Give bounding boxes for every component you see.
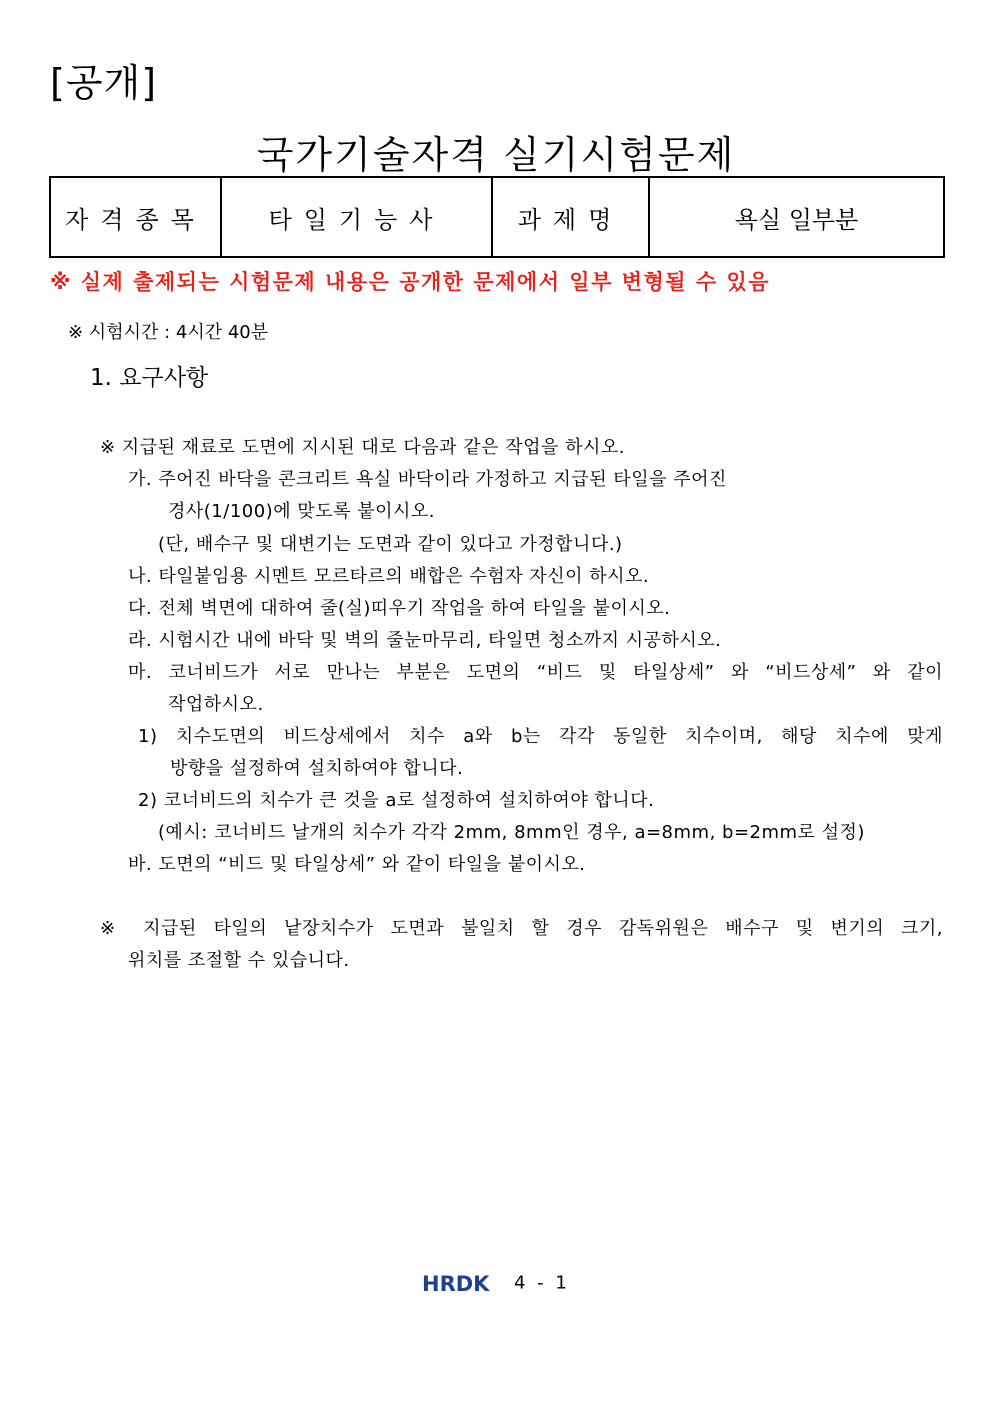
item-ga-cont: 경사(1/100)에 맞도록 붙이시오. <box>168 501 435 522</box>
label-task-name: 과제명 <box>492 177 649 257</box>
tile-size-note-cont: 위치를 조절할 수 있습니다. <box>128 950 350 971</box>
exam-time: ※ 시험시간 : 4시간 40분 <box>68 322 269 343</box>
item-ma: 마. 코너비드가 서로 만나는 부분은 도면의 “비드 및 타일상세” 와 “비드상세” 와 같이 <box>128 662 943 683</box>
item-ga-note: (단, 배수구 및 대변기는 도면과 같이 있다고 가정합니다.) <box>158 534 623 555</box>
page-number: 4 - 1 <box>513 1272 570 1294</box>
section-title: 1. 요구사항 <box>90 365 209 391</box>
item-ma-example: (예시: 코너비드 날개의 치수가 각각 2mm, 8mm인 경우, a=8mm, b=2mm로 설정) <box>158 822 865 843</box>
item-ma-2: 2) 코너비드의 치수가 큰 것을 a로 설정하여 설치하여야 합니다. <box>138 790 655 811</box>
item-ma-cont: 작업하시오. <box>168 694 264 715</box>
info-table-row <box>50 177 944 257</box>
item-na: 나. 타일붙임용 시멘트 모르타르의 배합은 수험자 자신이 하시오. <box>128 566 650 587</box>
page-title: 국가기술자격 실기시험문제 <box>256 133 736 177</box>
item-ba: 바. 도면의 “비드 및 타일상세” 와 같이 타일을 붙이시오. <box>128 854 586 875</box>
item-ma-1-cont: 방향을 설정하여 설치하여야 합니다. <box>170 758 464 779</box>
svg-text:HRDK: HRDK <box>422 1272 490 1294</box>
item-ra: 라. 시험시간 내에 바닥 및 벽의 줄눈마무리, 타일면 청소까지 시공하시오. <box>128 630 722 651</box>
item-ma-1: 1) 치수도면의 비드상세에서 치수 a와 b는 각각 동일한 치수이며, 해당 치수에 맞게 <box>138 726 943 747</box>
info-table <box>49 176 945 258</box>
hrdk-logo <box>422 1272 498 1294</box>
label-qualification: 자격종목 <box>50 177 221 257</box>
modification-notice: ※ 실제 출제되는 시험문제 내용은 공개한 문제에서 일부 변형될 수 있음 <box>50 270 771 294</box>
tile-size-note: ※ 지급된 타일의 낱장치수가 도면과 불일치 할 경우 감독위원은 배수구 및 변기의 크기, <box>100 918 943 939</box>
value-qualification: 타일기능사 <box>221 177 492 257</box>
item-ga: 가. 주어진 바닥을 콘크리트 욕실 바닥이라 가정하고 지급된 타일을 주어진 <box>128 469 727 490</box>
page-footer <box>0 1272 992 1294</box>
value-task-name: 욕실 일부분 <box>649 177 944 257</box>
public-tag: [공개] <box>50 61 158 105</box>
instruction-intro: ※ 지급된 재료로 도면에 지시된 대로 다음과 같은 작업을 하시오. <box>100 437 625 458</box>
item-da: 다. 전체 벽면에 대하여 줄(실)띠우기 작업을 하여 타일을 붙이시오. <box>128 598 671 619</box>
